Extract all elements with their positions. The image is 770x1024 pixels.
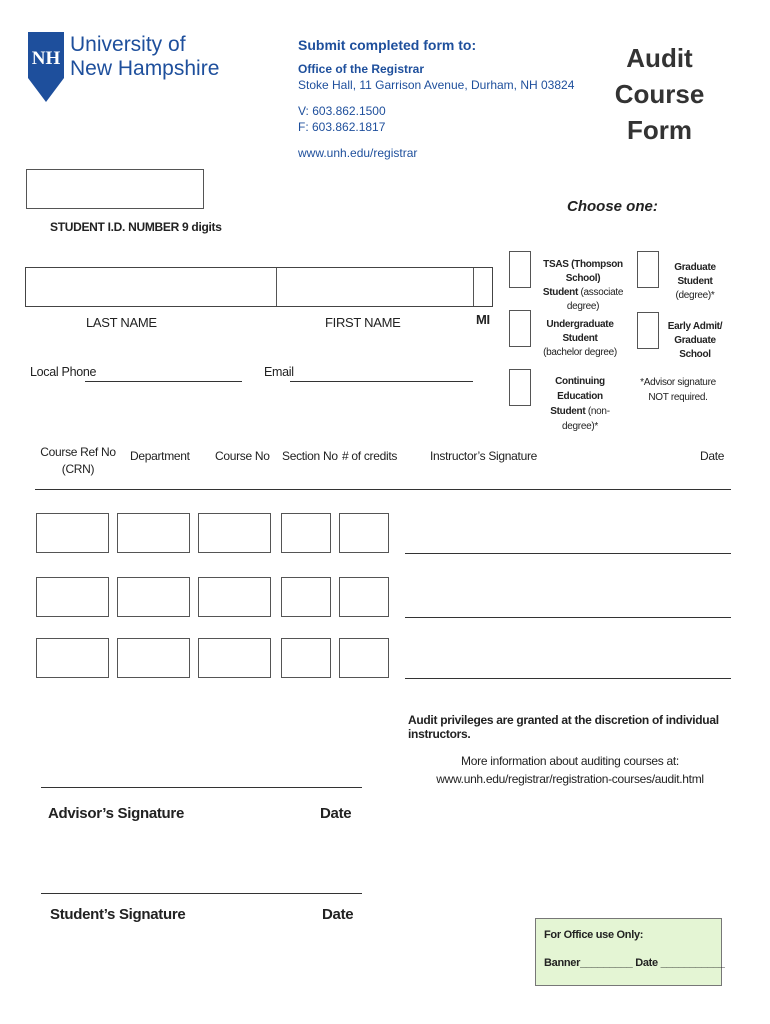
- continuing-education-label-note: (non-degree)*: [562, 406, 610, 432]
- col-header-instructor-signature: Instructor’s Signature: [430, 449, 538, 463]
- student-signature-line[interactable]: [41, 893, 362, 894]
- crn-field[interactable]: [36, 638, 109, 678]
- col-header-course-no: Course No: [215, 449, 270, 463]
- advisor-date-label: Date: [320, 805, 352, 822]
- student-signature-label: Student’s Signature: [50, 906, 186, 923]
- first-name-field[interactable]: [277, 268, 474, 306]
- more-info-line1: More information about auditing courses at:: [461, 754, 679, 768]
- last-name-label: LAST NAME: [86, 315, 157, 330]
- credits-field[interactable]: [339, 638, 389, 678]
- more-info-link[interactable]: www.unh.edu/registrar/registration-courses/audit.html: [436, 772, 704, 786]
- submit-block: [298, 37, 574, 161]
- student-id-label: STUDENT I.D. NUMBER 9 digits: [50, 220, 222, 234]
- undergraduate-label-note: (bachelor degree): [543, 347, 617, 358]
- section-no-field[interactable]: [281, 513, 331, 553]
- tsas-label-bold2: Student: [542, 287, 579, 298]
- university-name: [70, 33, 219, 81]
- logo-initials: NH: [31, 48, 61, 69]
- course-no-field[interactable]: [198, 638, 271, 678]
- tsas-label: [533, 258, 633, 314]
- more-info-note: [430, 752, 710, 788]
- col-header-crn-line1: Course Ref No: [40, 445, 116, 459]
- office-use-banner-date[interactable]: Banner_________ Date ___________: [544, 957, 725, 969]
- office-use-box: [535, 918, 725, 986]
- table-header-rule: [35, 489, 731, 490]
- col-header-crn-line2: (CRN): [61, 462, 95, 476]
- advisor-signature-note-line2: NOT required.: [648, 392, 708, 403]
- tsas-label-note-line: [533, 286, 633, 314]
- graduate-label: [660, 261, 730, 303]
- section-no-field[interactable]: [281, 577, 331, 617]
- university-name-line1: University of: [70, 33, 186, 56]
- email-field[interactable]: [290, 381, 473, 382]
- col-header-date: Date: [700, 449, 725, 463]
- form-title-line2: Form: [627, 115, 692, 145]
- course-no-field[interactable]: [198, 577, 271, 617]
- submit-heading: Submit completed form to:: [298, 37, 477, 53]
- col-header-section-no: Section No: [282, 449, 338, 463]
- tsas-label-note: (associate degree): [566, 287, 624, 312]
- course-no-field[interactable]: [198, 513, 271, 553]
- col-header-credits: # of credits: [342, 449, 398, 463]
- early-admit-label-line2: Graduate School: [674, 335, 716, 360]
- undergraduate-checkbox[interactable]: [509, 310, 531, 347]
- audit-privileges-note: Audit privileges are granted at the discretion of individual instructors.: [408, 713, 719, 741]
- undergraduate-label-bold: Undergraduate Student: [546, 319, 614, 344]
- last-name-field[interactable]: [26, 268, 277, 306]
- col-header-crn: [38, 444, 118, 478]
- undergraduate-label: [533, 318, 627, 360]
- mi-field[interactable]: [474, 268, 492, 306]
- student-id-field[interactable]: [26, 169, 204, 209]
- instructor-signature-line[interactable]: [405, 553, 731, 554]
- university-name-line2: New Hampshire: [70, 57, 220, 80]
- advisor-signature-note-line1: *Advisor signature: [640, 377, 716, 388]
- continuing-education-checkbox[interactable]: [509, 369, 531, 406]
- instructor-signature-line[interactable]: [405, 678, 731, 679]
- tsas-label-bold: TSAS (Thompson School): [543, 259, 623, 284]
- section-no-field[interactable]: [281, 638, 331, 678]
- col-header-department: Department: [130, 449, 190, 463]
- unh-logo: [28, 32, 64, 102]
- registrar-address: Stoke Hall, 11 Garrison Avenue, Durham, NH 03824: [298, 78, 575, 92]
- advisor-signature-line[interactable]: [41, 787, 362, 788]
- early-admit-label: [660, 320, 730, 362]
- form-title: [592, 40, 727, 148]
- credits-field[interactable]: [339, 513, 389, 553]
- choose-one-heading: Choose one:: [567, 198, 658, 215]
- graduate-label-bold: Graduate Student: [674, 262, 716, 287]
- email-label: Email: [264, 365, 294, 379]
- continuing-education-label-note-line: [533, 404, 627, 434]
- local-phone-label: Local Phone: [30, 365, 97, 379]
- continuing-education-label-bold2: Student: [550, 406, 586, 417]
- crn-field[interactable]: [36, 577, 109, 617]
- name-fields: [25, 267, 493, 307]
- student-date-label: Date: [322, 906, 354, 923]
- department-field[interactable]: [117, 577, 190, 617]
- advisor-signature-note: [640, 375, 716, 405]
- registrar-fax: F: 603.862.1817: [298, 120, 386, 134]
- first-name-label: FIRST NAME: [325, 315, 401, 330]
- local-phone-field[interactable]: [85, 381, 242, 382]
- graduate-checkbox[interactable]: [637, 251, 659, 288]
- mi-label: MI: [476, 312, 490, 327]
- registrar-office: Office of the Registrar: [298, 62, 425, 76]
- credits-field[interactable]: [339, 577, 389, 617]
- form-title-line1: Audit Course: [614, 43, 705, 109]
- office-use-heading: For Office use Only:: [544, 929, 644, 941]
- graduate-label-note: (degree)*: [675, 290, 715, 301]
- advisor-signature-label: Advisor’s Signature: [48, 805, 185, 822]
- continuing-education-label: [533, 374, 627, 434]
- continuing-education-label-bold: Continuing Education: [555, 376, 605, 402]
- department-field[interactable]: [117, 513, 190, 553]
- early-admit-checkbox[interactable]: [637, 312, 659, 349]
- registrar-phone: V: 603.862.1500: [298, 104, 386, 118]
- instructor-signature-line[interactable]: [405, 617, 731, 618]
- tsas-checkbox[interactable]: [509, 251, 531, 288]
- crn-field[interactable]: [36, 513, 109, 553]
- registrar-website[interactable]: www.unh.edu/registrar: [298, 146, 418, 160]
- early-admit-label-line1: Early Admit/: [667, 321, 723, 332]
- department-field[interactable]: [117, 638, 190, 678]
